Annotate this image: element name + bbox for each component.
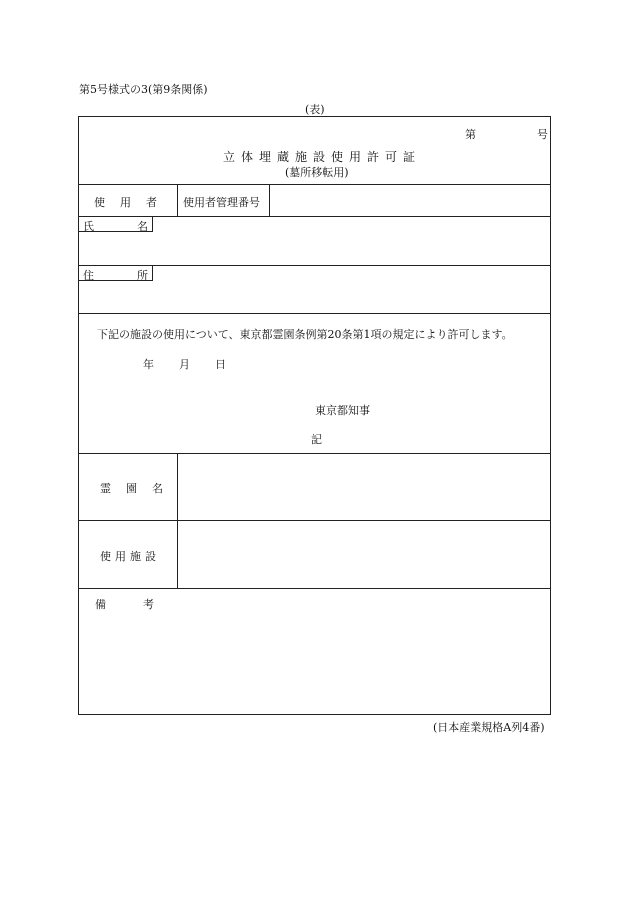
user-management-number-value[interactable] [277, 191, 539, 209]
remarks-label-first: 備 [95, 598, 106, 611]
ki-label: 記 [311, 433, 322, 446]
remarks-value[interactable] [95, 617, 535, 697]
permit-statement: 下記の施設の使用について、東京都霊園条例第20条第1項の規定により許可します。 [97, 328, 513, 341]
user-management-number-label: 使用者管理番号 [183, 196, 260, 209]
form-subtitle: (墓所移転用) [285, 166, 349, 179]
date-month-label: 月 [179, 358, 190, 371]
divider [177, 453, 178, 589]
cemetery-name-label: 霊 園 名 [100, 482, 165, 495]
form-number: 第5号様式の3(第9条関係) [79, 83, 208, 96]
divider [79, 313, 550, 314]
divider [177, 184, 178, 216]
divider [269, 184, 270, 216]
divider [79, 453, 550, 454]
number-label-prefix: 第 [465, 128, 476, 141]
name-value[interactable] [159, 235, 539, 259]
user-label: 使 用 者 [94, 196, 159, 209]
remarks-label-second: 考 [143, 598, 154, 611]
address-value[interactable] [159, 284, 539, 308]
divider [79, 520, 550, 521]
permit-form [78, 116, 551, 715]
facility-value[interactable] [187, 539, 537, 567]
issuer-label: 東京都知事 [315, 404, 370, 417]
divider [79, 588, 550, 589]
date-day-label: 日 [215, 358, 226, 371]
divider [79, 184, 550, 185]
address-label-first: 住 [83, 269, 94, 282]
address-label-second: 所 [137, 269, 148, 282]
name-label-first: 氏 [83, 220, 94, 233]
number-label-suffix: 号 [537, 128, 548, 141]
paper-size-note: (日本産業規格A列4番) [433, 721, 545, 734]
side-label: (表) [305, 103, 325, 116]
cemetery-name-value[interactable] [187, 472, 537, 500]
facility-label: 使用施設 [100, 550, 160, 563]
form-title: 立体埋蔵施設使用許可証 [223, 150, 422, 164]
date-year-label: 年 [143, 358, 154, 371]
name-label-second: 名 [137, 220, 148, 233]
